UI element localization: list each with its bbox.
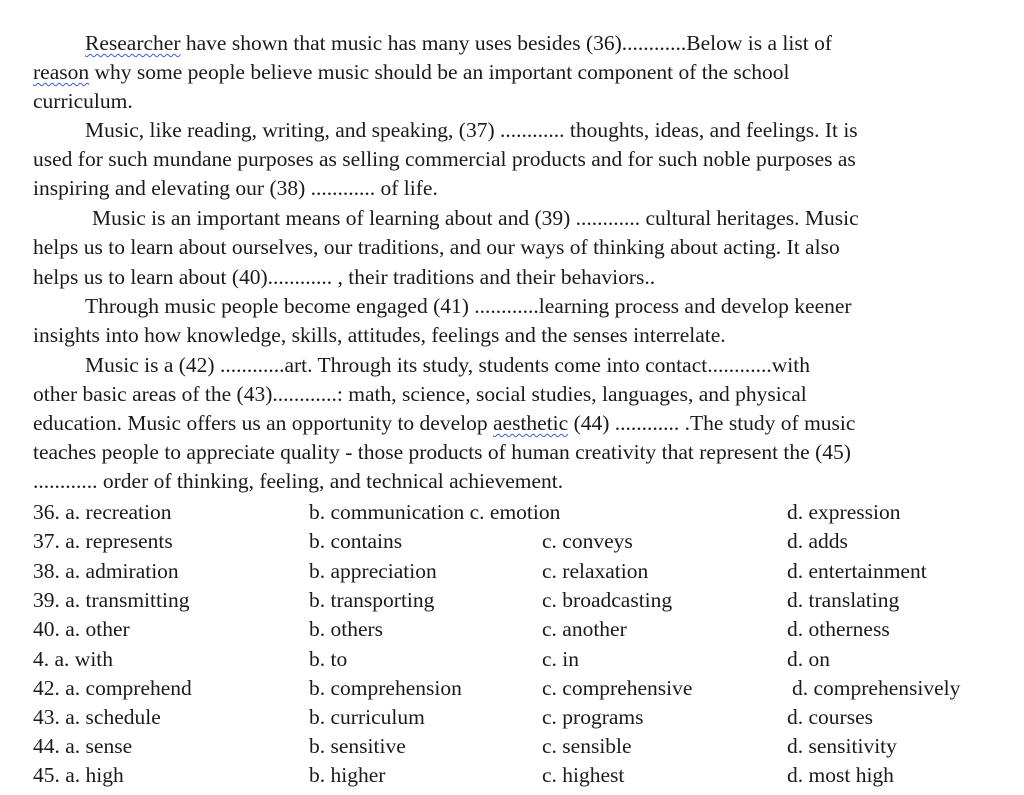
question-41-option-c: c. in — [542, 647, 580, 671]
passage-line — [33, 174, 438, 203]
passage-text: have shown that music has many uses besides (36)............Below is a list of — [180, 31, 832, 55]
question-45-option-c: c. highest — [542, 763, 625, 787]
question-40-option-a: 40. a. other — [33, 617, 130, 641]
passage-line — [33, 380, 807, 409]
passage-line — [85, 116, 858, 145]
passage-line — [33, 263, 655, 292]
passage-text: helps us to learn about ourselves, our traditions, and our ways of thinking about acting. It also — [33, 235, 840, 259]
passage-line — [33, 438, 851, 467]
passage-text: Music is an important means of learning about and (39) ............ cultural heritages. Music — [92, 206, 859, 230]
passage-text: (44) ............ .The study of music — [568, 411, 856, 435]
passage-line — [85, 292, 852, 321]
question-44-option-c: c. sensible — [542, 734, 632, 758]
question-42-option-d: d. comprehensively — [792, 676, 961, 700]
question-40-option-c: c. another — [542, 617, 627, 641]
question-39-option-c: c. broadcasting — [542, 588, 673, 612]
passage-word: aesthetic — [492, 411, 569, 435]
question-44-option-a: 44. a. sense — [33, 734, 133, 758]
passage-text: other basic areas of the (43)............: math, science, social studies, languages, and physical — [33, 382, 807, 406]
question-40-option-b: b. others — [309, 617, 384, 641]
passage-text: teaches people to appreciate quality - those products of human creativity that represent the (45) — [33, 440, 851, 464]
passage-word: reason — [33, 60, 90, 84]
passage-line — [33, 145, 856, 174]
passage-word: Researcher — [85, 31, 181, 55]
question-41-option-b: b. to — [309, 647, 348, 671]
question-43-option-b: b. curriculum — [309, 705, 425, 729]
question-38-option-a: 38. a. admiration — [33, 559, 179, 583]
question-42-option-a: 42. a. comprehend — [33, 676, 192, 700]
passage-line — [33, 467, 563, 496]
question-42-option-b: b. comprehension — [309, 676, 462, 700]
question-36-option-a: 36. a. recreation — [33, 500, 172, 524]
question-40-option-d: d. otherness — [787, 617, 890, 641]
question-43-option-a: 43. a. schedule — [33, 705, 161, 729]
question-38-option-b: b. appreciation — [309, 559, 437, 583]
passage-text: helps us to learn about (40)............ , their traditions and their behaviors.. — [33, 265, 656, 289]
passage-text: used for such mundane purposes as selling commercial products and for such noble purposes as — [33, 147, 856, 171]
passage-line — [85, 351, 810, 380]
passage-text: Music is a (42) ............art. Through its study, students come into contact............with — [85, 353, 810, 377]
question-44-option-d: d. sensitivity — [787, 734, 897, 758]
passage-line — [92, 204, 859, 233]
passage-text: education. Music offers us an opportunity to develop — [33, 411, 493, 435]
question-45-option-a: 45. a. high — [33, 763, 124, 787]
question-41-option-a: 4. a. with — [33, 647, 114, 671]
question-37-option-d: d. adds — [787, 529, 848, 553]
question-39-option-a: 39. a. transmitting — [33, 588, 190, 612]
question-39-option-d: d. translating — [787, 588, 900, 612]
question-38-option-c: c. relaxation — [542, 559, 649, 583]
question-43-option-d: d. courses — [787, 705, 873, 729]
passage-text: insights into how knowledge, skills, attitudes, feelings and the senses interrelate. — [33, 323, 726, 347]
question-44-option-b: b. sensitive — [309, 734, 406, 758]
passage-line — [33, 409, 855, 438]
question-42-option-c: c. comprehensive — [542, 676, 693, 700]
passage-text: ............ order of thinking, feeling, and technical achievement. — [33, 469, 564, 493]
passage-line — [85, 29, 832, 58]
passage-text: inspiring and elevating our (38) ............ of life. — [33, 176, 438, 200]
passage-line — [33, 321, 726, 350]
passage-text: Music, like reading, writing, and speaking, (37) ............ thoughts, ideas, and feelings. It is — [85, 118, 858, 142]
question-45-option-b: b. higher — [309, 763, 386, 787]
question-37-option-c: c. conveys — [542, 529, 633, 553]
question-36-option-b: b. communication c. emotion — [309, 500, 561, 524]
question-37-option-a: 37. a. represents — [33, 529, 173, 553]
question-38-option-d: d. entertainment — [787, 559, 927, 583]
question-36-option-d: d. expression — [787, 500, 901, 524]
passage-text: Through music people become engaged (41) ............learning process and develop keener — [85, 294, 852, 318]
question-45-option-d: d. most high — [787, 763, 894, 787]
question-41-option-d: d. on — [787, 647, 830, 671]
passage-line — [33, 58, 790, 87]
question-37-option-b: b. contains — [309, 529, 403, 553]
question-43-option-c: c. programs — [542, 705, 644, 729]
passage-line — [33, 233, 840, 262]
question-39-option-b: b. transporting — [309, 588, 435, 612]
passage-text: why some people believe music should be an important component of the school — [89, 60, 790, 84]
passage-text: curriculum. — [33, 89, 133, 113]
passage-line — [33, 87, 133, 116]
